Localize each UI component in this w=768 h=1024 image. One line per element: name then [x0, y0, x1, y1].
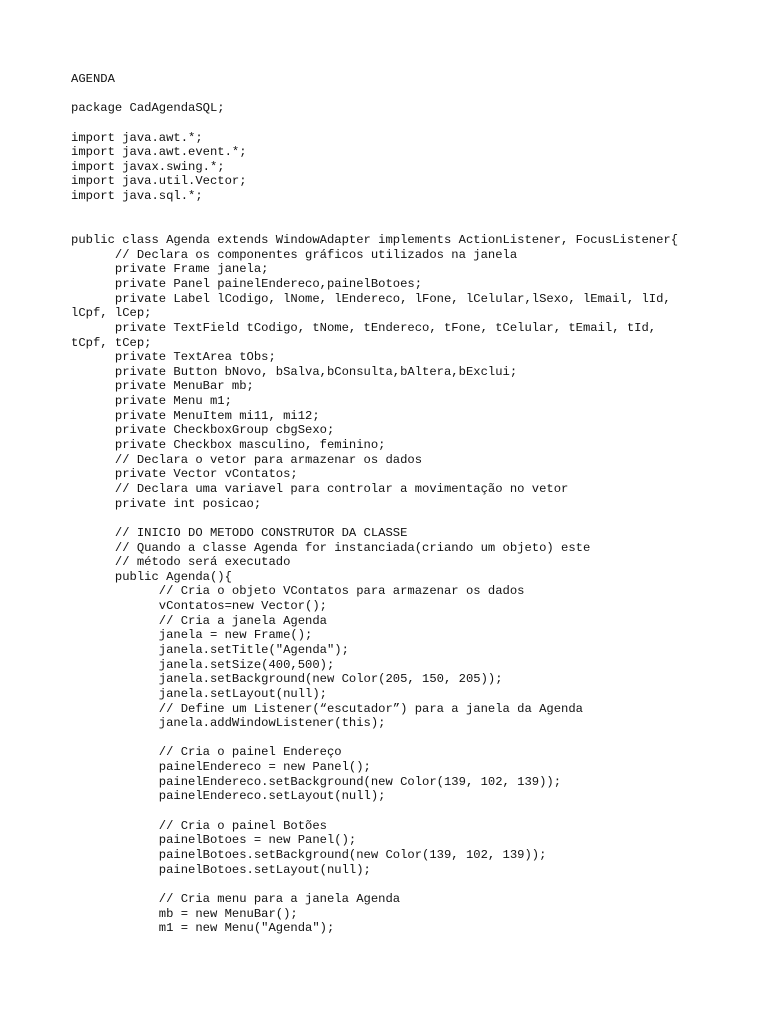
code-line: private Panel painelEndereco,painelBotoes; — [71, 276, 423, 291]
code-listing — [71, 72, 678, 936]
code-line: // Cria o painel Endereço — [71, 745, 342, 760]
code-line — [71, 511, 678, 526]
code-line: painelBotoes = new Panel(); — [71, 833, 357, 848]
code-line: // Declara os componentes gráficos utilizados na janela — [71, 247, 518, 262]
code-line: private TextField tCodigo, tNome, tEndereco, tFone, tCelular, tEmail, tId, — [71, 320, 657, 335]
code-line: public class Agenda extends WindowAdapter implements ActionListener, FocusListener{ — [71, 233, 679, 248]
code-line: janela.setSize(400,500); — [71, 657, 335, 672]
code-line: AGENDA — [71, 72, 115, 86]
code-line: janela.setLayout(null); — [71, 686, 327, 701]
code-line: private MenuBar mb; — [71, 379, 254, 394]
code-line: painelEndereco.setLayout(null); — [71, 789, 386, 804]
code-line: painelEndereco.setBackground(new Color(139, 102, 139)); — [71, 774, 562, 789]
code-line: private Vector vContatos; — [71, 467, 298, 482]
code-line — [71, 87, 678, 102]
code-line: private Button bNovo, bSalva,bConsulta,bAltera,bExclui; — [71, 364, 518, 379]
code-line: // INICIO DO METODO CONSTRUTOR DA CLASSE — [71, 525, 408, 540]
code-line: tCpf, tCep; — [71, 335, 152, 350]
code-line — [71, 218, 678, 233]
code-line: private Checkbox masculino, feminino; — [71, 438, 386, 453]
code-line: vContatos=new Vector(); — [71, 599, 327, 614]
code-line: // Cria menu para a janela Agenda — [71, 891, 401, 906]
code-line: private Menu m1; — [71, 394, 232, 409]
code-line: // Cria a janela Agenda — [71, 613, 327, 628]
code-line: janela = new Frame(); — [71, 628, 313, 643]
code-line: // Cria o objeto VContatos para armazenar os dados — [71, 584, 525, 599]
code-line: // Define um Listener(“escutador”) para a janela da Agenda — [71, 701, 583, 716]
code-line: m1 = new Menu("Agenda"); — [71, 921, 335, 936]
code-line: janela.addWindowListener(this); — [71, 716, 386, 731]
code-line: janela.setTitle("Agenda"); — [71, 642, 349, 657]
code-line: import java.sql.*; — [71, 189, 203, 204]
code-line: // Quando a classe Agenda for instanciada(criando um objeto) este — [71, 540, 591, 555]
code-line: painelBotoes.setLayout(null); — [71, 862, 371, 877]
code-line: private TextArea tObs; — [71, 350, 276, 365]
code-line: import javax.swing.*; — [71, 159, 225, 174]
code-line: import java.awt.event.*; — [71, 145, 247, 160]
code-line: painelBotoes.setBackground(new Color(139, 102, 139)); — [71, 847, 547, 862]
code-line — [71, 731, 678, 746]
code-line: // Declara uma variavel para controlar a movimentação no vetor — [71, 481, 569, 496]
code-line: janela.setBackground(new Color(205, 150, 205)); — [71, 672, 503, 687]
code-line: private Frame janela; — [71, 262, 269, 277]
code-line — [71, 877, 678, 892]
code-line: lCpf, lCep; — [71, 306, 152, 321]
code-line: private CheckboxGroup cbgSexo; — [71, 423, 335, 438]
code-line: mb = new MenuBar(); — [71, 906, 298, 921]
code-line: private Label lCodigo, lNome, lEndereco, lFone, lCelular,lSexo, lEmail, lId, — [71, 291, 671, 306]
code-line: // Cria o painel Botões — [71, 818, 327, 833]
code-line — [71, 116, 678, 131]
code-line: import java.awt.*; — [71, 130, 203, 145]
code-line — [71, 804, 678, 819]
code-line: // método será executado — [71, 555, 291, 570]
code-line: private int posicao; — [71, 496, 262, 511]
code-line — [71, 204, 678, 219]
code-line: package CadAgendaSQL; — [71, 101, 225, 116]
code-line: painelEndereco = new Panel(); — [71, 760, 371, 775]
code-line: import java.util.Vector; — [71, 174, 247, 189]
code-line: private MenuItem mi11, mi12; — [71, 408, 320, 423]
code-line: // Declara o vetor para armazenar os dados — [71, 452, 423, 467]
code-line: public Agenda(){ — [71, 569, 232, 584]
